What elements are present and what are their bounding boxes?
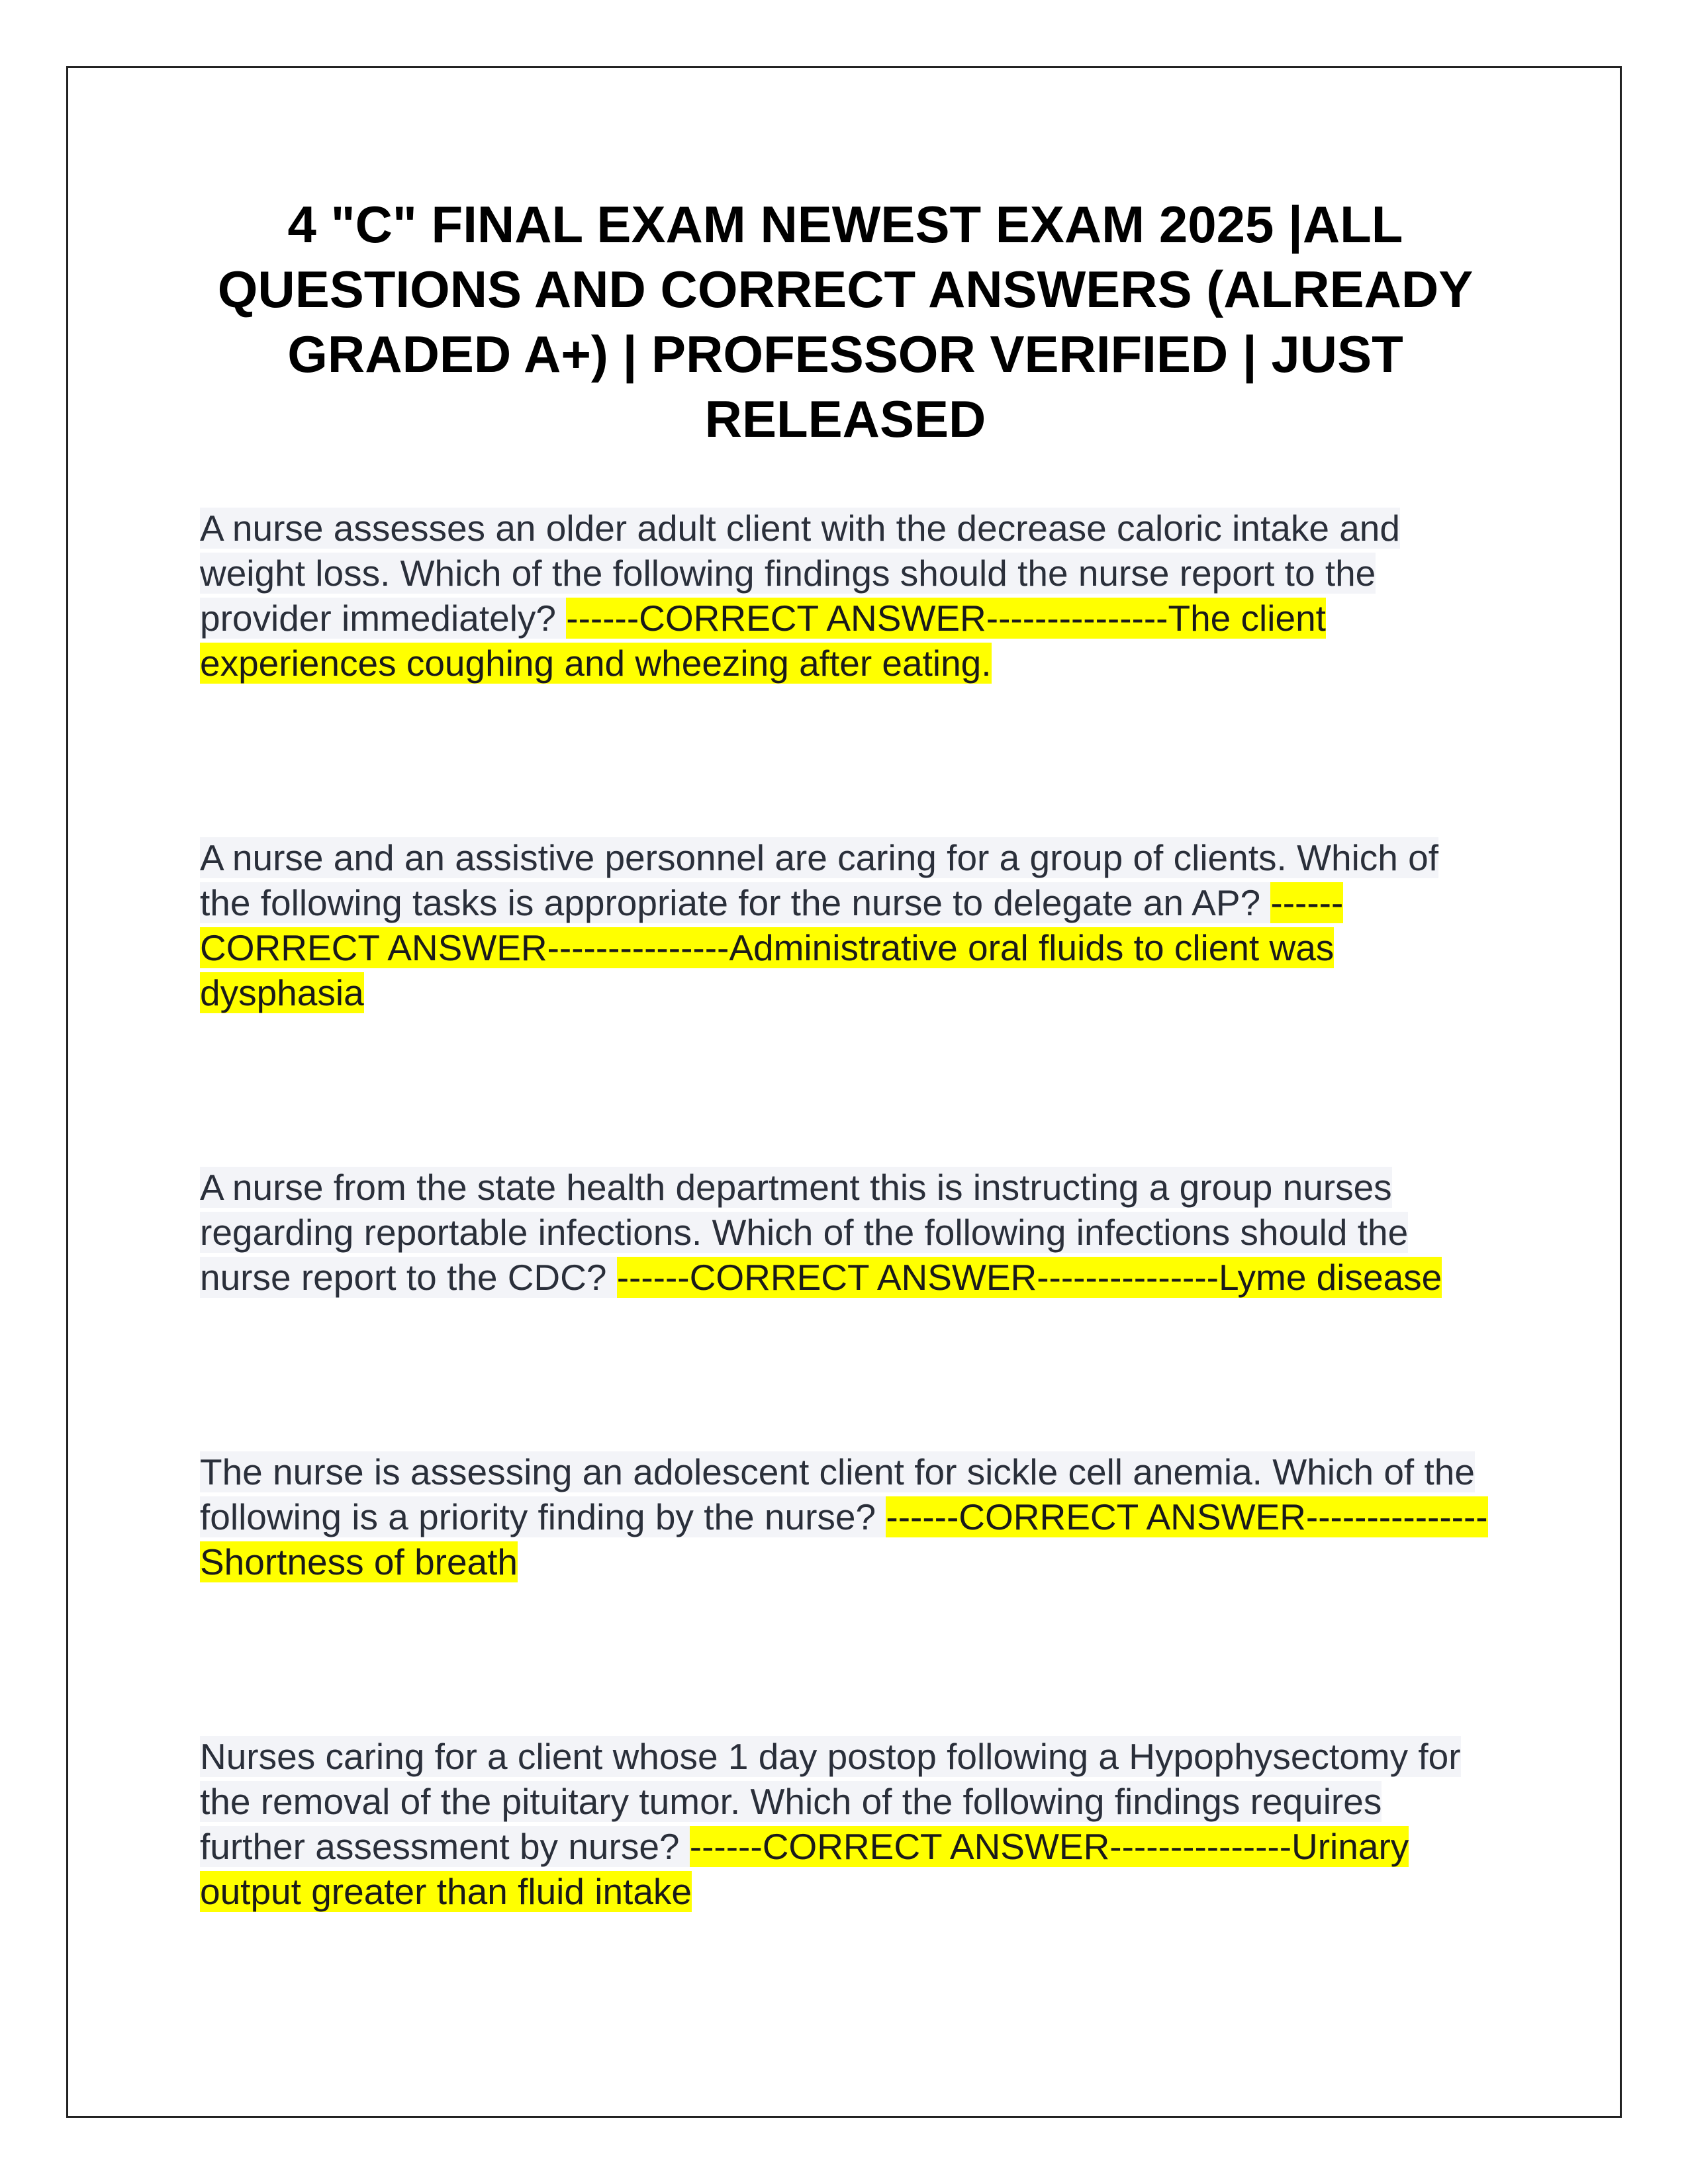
question-text: A nurse and an assistive personnel are caring for a group of clients. Which of the following tasks is appropriate for the nurse to delegate an AP?	[200, 837, 1439, 923]
question-answer-2	[200, 835, 1491, 1015]
question-text: A nurse assesses an older adult client with the decrease caloric intake and weight loss. Which of the following findings should the nurse report to the provider immediately?	[200, 508, 1400, 639]
question-answer-1	[200, 506, 1491, 686]
highlighted-answer: ------CORRECT ANSWER---------------Shortness of breath	[200, 1496, 1488, 1582]
question-answer-5	[200, 1734, 1491, 1914]
highlighted-answer: ------CORRECT ANSWER---------------Lyme disease	[616, 1257, 1442, 1298]
question-text: The nurse is assessing an adolescent client for sickle cell anemia. Which of the following is a priority finding by the nurse?	[200, 1451, 1475, 1537]
question-text: A nurse from the state health department this is instructing a group nurses regarding reportable infections. Which of the following infections should the nurse report to the CDC?	[200, 1167, 1409, 1298]
question-answer-3	[200, 1165, 1491, 1300]
document-content	[200, 192, 1491, 1914]
question-answer-4	[200, 1449, 1491, 1584]
highlighted-answer: ------CORRECT ANSWER---------------Administrative oral fluids to client was dysphasia	[200, 882, 1344, 1013]
highlighted-answer: ------CORRECT ANSWER---------------Urinary output greater than fluid intake	[200, 1826, 1409, 1912]
document-title: 4 "C" FINAL EXAM NEWEST EXAM 2025 |ALL QUESTIONS AND CORRECT ANSWERS (ALREADY GRADED A+) | PROFESSOR VERIFIED | JUST RELEASED	[217, 195, 1474, 448]
highlighted-answer: ------CORRECT ANSWER---------------The client experiences coughing and wheezing after eating.	[200, 598, 1326, 684]
question-text: Nurses caring for a client whose 1 day postop following a Hypophysectomy for the removal of the pituitary tumor. Which of the following findings requires further assessment by nurse?	[200, 1736, 1461, 1867]
